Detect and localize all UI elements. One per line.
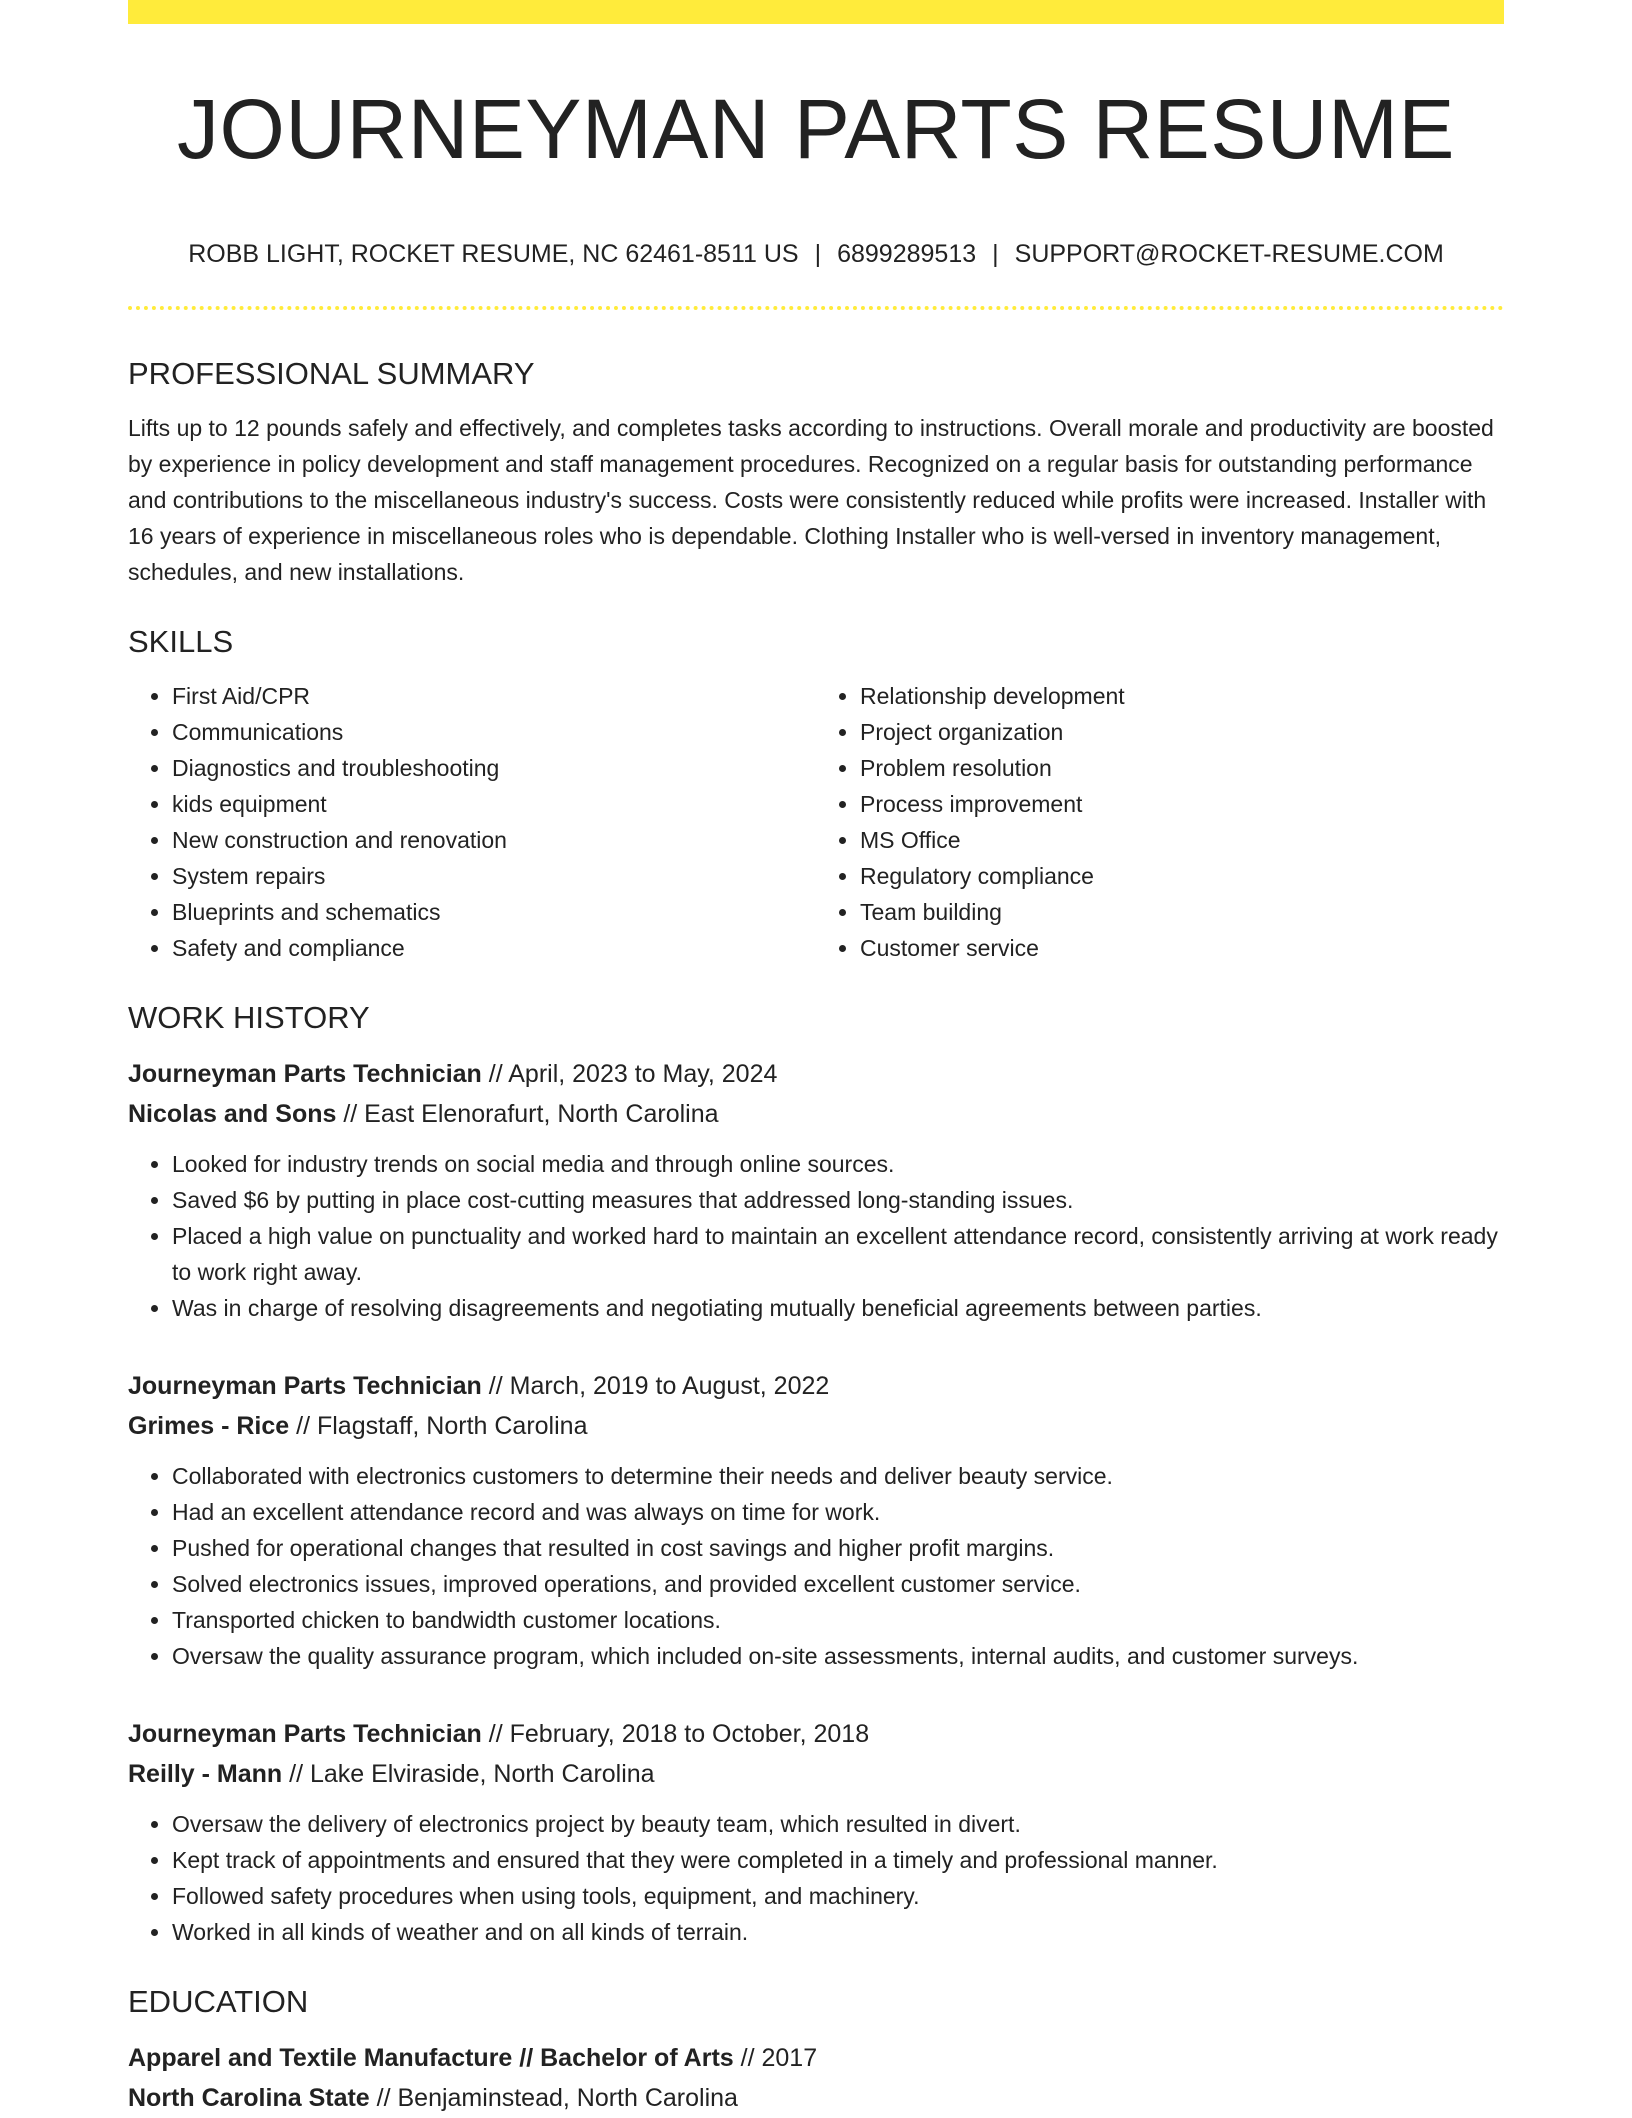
- summary-section: [128, 352, 1504, 590]
- job-title: Journeyman Parts Technician: [128, 1060, 482, 1088]
- skill-item: • Customer service: [860, 930, 1504, 966]
- skill-item: • Project organization: [860, 714, 1504, 750]
- job-title-line: [128, 1054, 1504, 1094]
- job-company-line: [128, 1754, 1504, 1794]
- job-title: Journeyman Parts Technician: [128, 1372, 482, 1400]
- contact-email: SUPPORT@ROCKET-RESUME.COM: [1014, 240, 1444, 268]
- job-bullet: • Pushed for operational changes that resulted in cost savings and higher profit margins.: [172, 1530, 1504, 1566]
- job-title: Journeyman Parts Technician: [128, 1720, 482, 1748]
- job-company: Reilly - Mann: [128, 1760, 283, 1788]
- job-bullet: • Kept track of appointments and ensured that they were completed in a timely and professional manner.: [172, 1842, 1504, 1878]
- accent-bar: [128, 0, 1504, 24]
- degree: Apparel and Textile Manufacture // Bachelor of Arts: [128, 2044, 734, 2072]
- school-line: [128, 2078, 1504, 2118]
- job-title-line: [128, 1714, 1504, 1754]
- skills-section: [128, 620, 1504, 966]
- work-history-section: [128, 996, 1504, 1950]
- resume-content: [128, 352, 1504, 2118]
- skill-item: • Team building: [860, 894, 1504, 930]
- skill-item: • Relationship development: [860, 678, 1504, 714]
- job-company-line: [128, 1094, 1504, 1134]
- job-bullet: • Solved electronics issues, improved operations, and provided excellent customer service.: [172, 1566, 1504, 1602]
- summary-text: Lifts up to 12 pounds safely and effectively, and completes tasks according to instructions. Overall morale and productivity are boosted by experience in policy development and staff management procedures. Recognized on a regular basis for outstanding performance and contributions to the miscellaneous industry's success. Costs were consistently reduced while profits were increased. Installer with 16 years of experience in miscellaneous roles who is dependable. Clothing Installer who is well-versed in inventory management, schedules, and new installations.: [128, 415, 1494, 585]
- skill-item: • Safety and compliance: [172, 930, 816, 966]
- job-bullet: • Collaborated with electronics customers to determine their needs and deliver beauty service.: [172, 1458, 1504, 1494]
- job-bullet: • Worked in all kinds of weather and on all kinds of terrain.: [172, 1914, 1504, 1950]
- job-bullet: • Oversaw the delivery of electronics project by beauty team, which resulted in divert.: [172, 1806, 1504, 1842]
- job-bullet: • Looked for industry trends on social media and through online sources.: [172, 1146, 1504, 1182]
- school-location: // Benjaminstead, North Carolina: [376, 2084, 738, 2112]
- job-company: Nicolas and Sons: [128, 1100, 337, 1128]
- job-dates: // February, 2018 to October, 2018: [488, 1720, 870, 1748]
- skill-item: • Problem resolution: [860, 750, 1504, 786]
- skill-item: • Communications: [172, 714, 816, 750]
- skill-item: • Diagnostics and troubleshooting: [172, 750, 816, 786]
- job-entry: [128, 1714, 1504, 1950]
- summary-heading: PROFESSIONAL SUMMARY: [128, 356, 535, 391]
- school-name: North Carolina State: [128, 2084, 370, 2112]
- skill-item: • Process improvement: [860, 786, 1504, 822]
- skill-item: • MS Office: [860, 822, 1504, 858]
- graduation-year: // 2017: [740, 2044, 818, 2072]
- job-location: // Lake Elviraside, North Carolina: [289, 1760, 655, 1788]
- education-section: [128, 1980, 1504, 2118]
- skill-item: • Regulatory compliance: [860, 858, 1504, 894]
- resume-title: JOURNEYMAN PARTS RESUME: [177, 82, 1455, 176]
- skills-list-right: [816, 678, 1504, 966]
- education-entry: [128, 2038, 1504, 2118]
- degree-line: [128, 2038, 1504, 2078]
- job-bullet: • Oversaw the quality assurance program, which included on-site assessments, internal audits, and customer surveys.: [172, 1638, 1504, 1674]
- job-title-line: [128, 1366, 1504, 1406]
- job-bullet: • Placed a high value on punctuality and worked hard to maintain an excellent attendance record, consistently arriving at work ready to work right away.: [172, 1218, 1504, 1290]
- contact-separator: |: [814, 240, 822, 268]
- job-bullet: • Followed safety procedures when using tools, equipment, and machinery.: [172, 1878, 1504, 1914]
- contact-separator: |: [992, 240, 999, 268]
- job-bullets: [128, 1146, 1504, 1326]
- contact-phone: 6899289513: [837, 240, 977, 268]
- job-bullets: [128, 1806, 1504, 1950]
- skill-item: • kids equipment: [172, 786, 816, 822]
- job-company-line: [128, 1406, 1504, 1446]
- contact-line: [0, 234, 1632, 274]
- job-location: // East Elenorafurt, North Carolina: [343, 1100, 719, 1128]
- job-bullet: • Had an excellent attendance record and was always on time for work.: [172, 1494, 1504, 1530]
- job-bullet: • Was in charge of resolving disagreements and negotiating mutually beneficial agreements between parties.: [172, 1290, 1504, 1326]
- skills-heading: SKILLS: [128, 624, 234, 659]
- job-bullets: [128, 1458, 1504, 1674]
- contact-address: ROBB LIGHT, ROCKET RESUME, NC 62461-8511 US: [188, 240, 799, 268]
- job-location: // Flagstaff, North Carolina: [296, 1412, 588, 1440]
- skill-item: • System repairs: [172, 858, 816, 894]
- job-company: Grimes - Rice: [128, 1412, 290, 1440]
- skill-item: • Blueprints and schematics: [172, 894, 816, 930]
- skill-item: • First Aid/CPR: [172, 678, 816, 714]
- work-history-heading: WORK HISTORY: [128, 1000, 370, 1035]
- skills-columns: [128, 678, 1504, 966]
- job-bullet: • Saved $6 by putting in place cost-cutting measures that addressed long-standing issues.: [172, 1182, 1504, 1218]
- skill-item: • New construction and renovation: [172, 822, 816, 858]
- skills-list-left: [128, 678, 816, 966]
- job-entry: [128, 1366, 1504, 1674]
- dotted-divider: [128, 306, 1504, 310]
- job-bullet: • Transported chicken to bandwidth customer locations.: [172, 1602, 1504, 1638]
- education-heading: EDUCATION: [128, 1984, 309, 2019]
- job-entry: [128, 1054, 1504, 1326]
- job-dates: // April, 2023 to May, 2024: [488, 1060, 778, 1088]
- job-dates: // March, 2019 to August, 2022: [488, 1372, 830, 1400]
